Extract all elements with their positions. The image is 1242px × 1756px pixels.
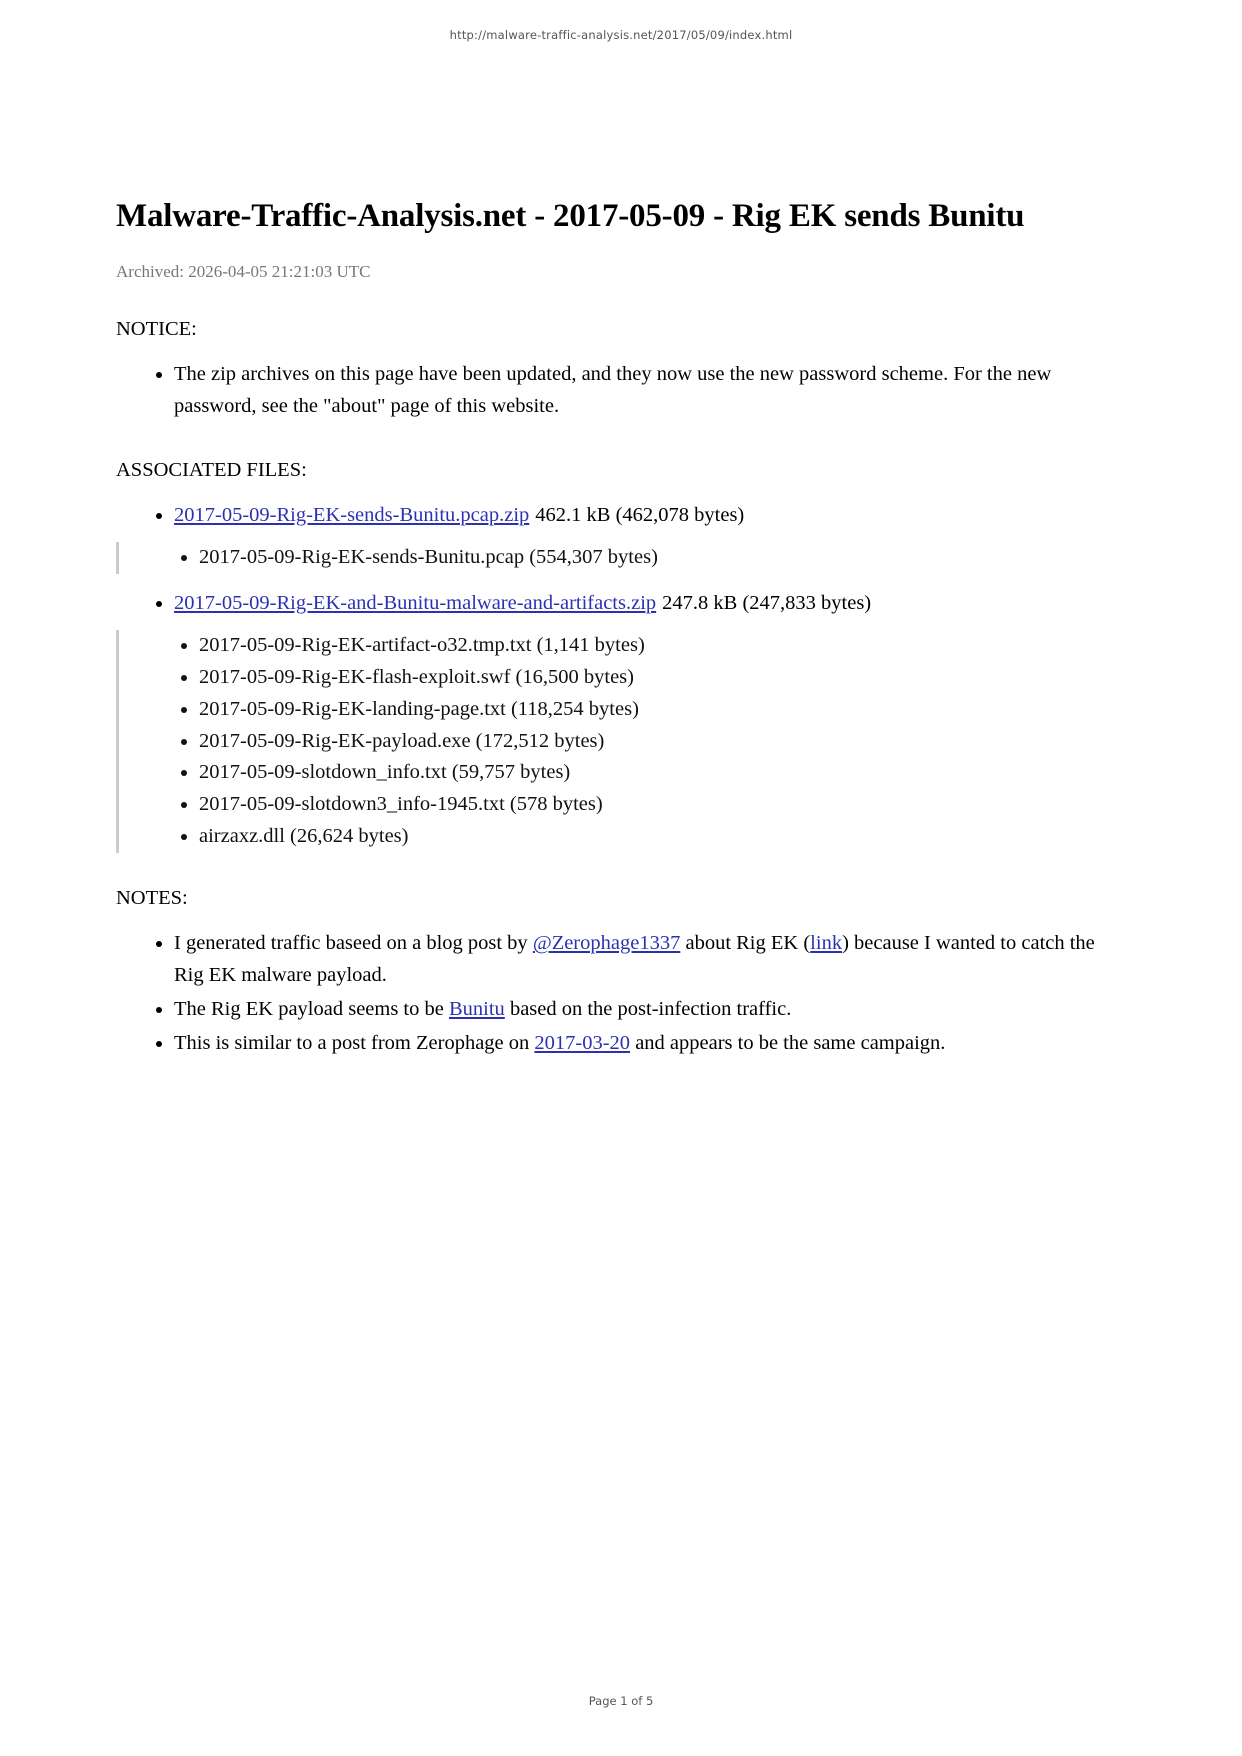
note1-text-mid: about Rig EK ( <box>680 932 811 955</box>
list-item: • airzaxz.dll (26,624 bytes) <box>199 821 1126 853</box>
page-title: Malware-Traffic-Analysis.net - 2017-05-09 - Rig EK sends Bunitu <box>116 198 1025 234</box>
note1-text-post: ) because I wanted to catch the Rig EK malware payload. <box>174 932 1095 987</box>
notes-list <box>116 928 1126 1060</box>
archive-size-malware-artifacts-zip: 247.8 kB (247,833 bytes) <box>662 591 872 614</box>
archive-link-malware-artifacts-zip[interactable]: 2017-05-09-Rig-EK-and-Bunitu-malware-and-artifacts.zip <box>174 591 657 614</box>
note2-text-post: based on the post-infection traffic. <box>504 998 792 1021</box>
list-item <box>174 928 1126 992</box>
associated-files-label: ASSOCIATED FILES: <box>116 458 307 481</box>
list-item: • 2017-05-09-slotdown_info.txt (59,757 bytes) <box>199 757 1126 789</box>
note1-twitter-link[interactable]: @Zerophage1337 <box>532 932 681 955</box>
note2-bunitu-link[interactable]: Bunitu <box>448 998 505 1021</box>
note1-blog-link[interactable]: link <box>810 932 843 955</box>
notice-list <box>116 359 1126 423</box>
archive-link-pcap-zip[interactable]: 2017-05-09-Rig-EK-sends-Bunitu.pcap.zip <box>174 503 530 526</box>
list-item: • The zip archives on this page have been updated, and they now use the new password scheme. For the new password, see the "about" page of this website. <box>174 359 1126 423</box>
archive-contents-malware-artifacts-zip <box>116 630 1126 854</box>
note2-text-pre: The Rig EK payload seems to be <box>174 998 449 1021</box>
note3-text-post: and appears to be the same campaign. <box>630 1032 946 1055</box>
list-item <box>174 500 1126 532</box>
list-item <box>174 994 1126 1026</box>
document-content <box>116 196 1126 1062</box>
list-item: • 2017-05-09-Rig-EK-landing-page.txt (118,254 bytes) <box>199 694 1126 726</box>
associated-files-list <box>116 500 1126 532</box>
associated-files-list-2 <box>116 588 1126 620</box>
notice-label: NOTICE: <box>116 318 197 341</box>
list-item <box>174 588 1126 620</box>
note1-text-pre: I generated traffic baseed on a blog post by <box>174 932 533 955</box>
note3-text-pre: This is similar to a post from Zerophage on <box>174 1032 535 1055</box>
list-item: • 2017-05-09-slotdown3_info-1945.txt (578 bytes) <box>199 789 1126 821</box>
archive-contents-pcap-zip <box>116 542 1126 574</box>
archived-timestamp: Archived: 2026-04-05 21:21:03 UTC <box>116 262 371 282</box>
archived-source-url: http://malware-traffic-analysis.net/2017/05/09/index.html <box>449 28 793 42</box>
list-item: • 2017-05-09-Rig-EK-payload.exe (172,512 bytes) <box>199 726 1126 758</box>
list-item: • 2017-05-09-Rig-EK-flash-exploit.swf (16,500 bytes) <box>199 662 1126 694</box>
list-item: • 2017-05-09-Rig-EK-artifact-o32.tmp.txt (1,141 bytes) <box>199 630 1126 662</box>
list-item: • 2017-05-09-Rig-EK-sends-Bunitu.pcap (554,307 bytes) <box>199 542 1126 574</box>
page-indicator: Page 1 of 5 <box>588 1694 654 1708</box>
archive-size-pcap-zip: 462.1 kB (462,078 bytes) <box>535 503 745 526</box>
notes-label: NOTES: <box>116 887 188 910</box>
note3-date-link[interactable]: 2017-03-20 <box>534 1032 631 1055</box>
list-item <box>174 1028 1126 1060</box>
